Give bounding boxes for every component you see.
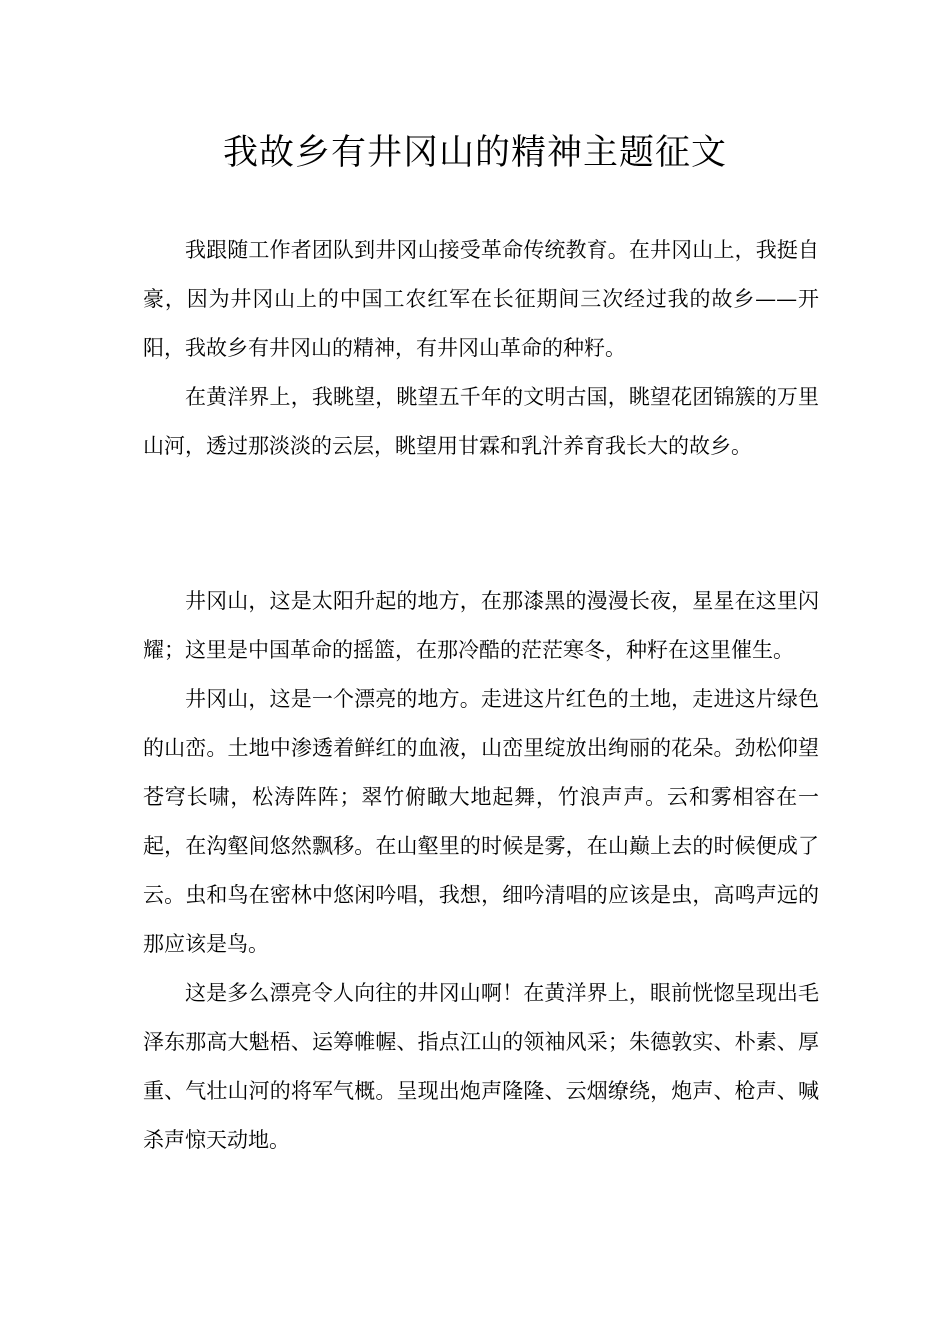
document-body-section-1 xyxy=(143,226,819,471)
paragraph-3: 井冈山，这是太阳升起的地方，在那漆黑的漫漫长夜，星星在这里闪耀；这里是中国革命的摇篮，在那冷酷的茫茫寒冬，种籽在这里催生。 xyxy=(143,589,819,662)
paragraph-5: 这是多么漂亮令人向往的井冈山啊！在黄洋界上，眼前恍惚呈现出毛泽东那高大魁梧、运筹帷幄、指点江山的领袖风采；朱德敦实、朴素、厚重、气壮山河的将军气概。呈现出炮声隆隆、云烟缭绕，炮声、枪声、喊杀声惊天动地。 xyxy=(143,981,819,1152)
paragraph-4: 井冈山，这是一个漂亮的地方。走进这片红色的土地，走进这片绿色的山峦。土地中渗透着鲜红的血液，山峦里绽放出绚丽的花朵。劲松仰望苍穹长啸，松涛阵阵；翠竹俯瞰大地起舞，竹浪声声。云和雾相容在一起，在沟壑间悠然飘移。在山壑里的时候是雾，在山巅上去的时候便成了云。虫和鸟在密林中悠闲吟唱，我想，细吟清唱的应该是虫，高鸣声远的那应该是鸟。 xyxy=(143,687,819,956)
document-body-section-2 xyxy=(143,577,819,1165)
paragraph-2: 在黄洋界上，我眺望，眺望五千年的文明古国，眺望花团锦簇的万里山河，透过那淡淡的云层，眺望用甘霖和乳汁养育我长大的故乡。 xyxy=(143,385,819,458)
paragraph-1: 我跟随工作者团队到井冈山接受革命传统教育。在井冈山上，我挺自豪，因为井冈山上的中国工农红军在长征期间三次经过我的故乡——开阳，我故乡有井冈山的精神，有井冈山革命的种籽。 xyxy=(143,238,819,360)
document-title: 我故乡有井冈山的精神主题征文 xyxy=(222,133,727,173)
